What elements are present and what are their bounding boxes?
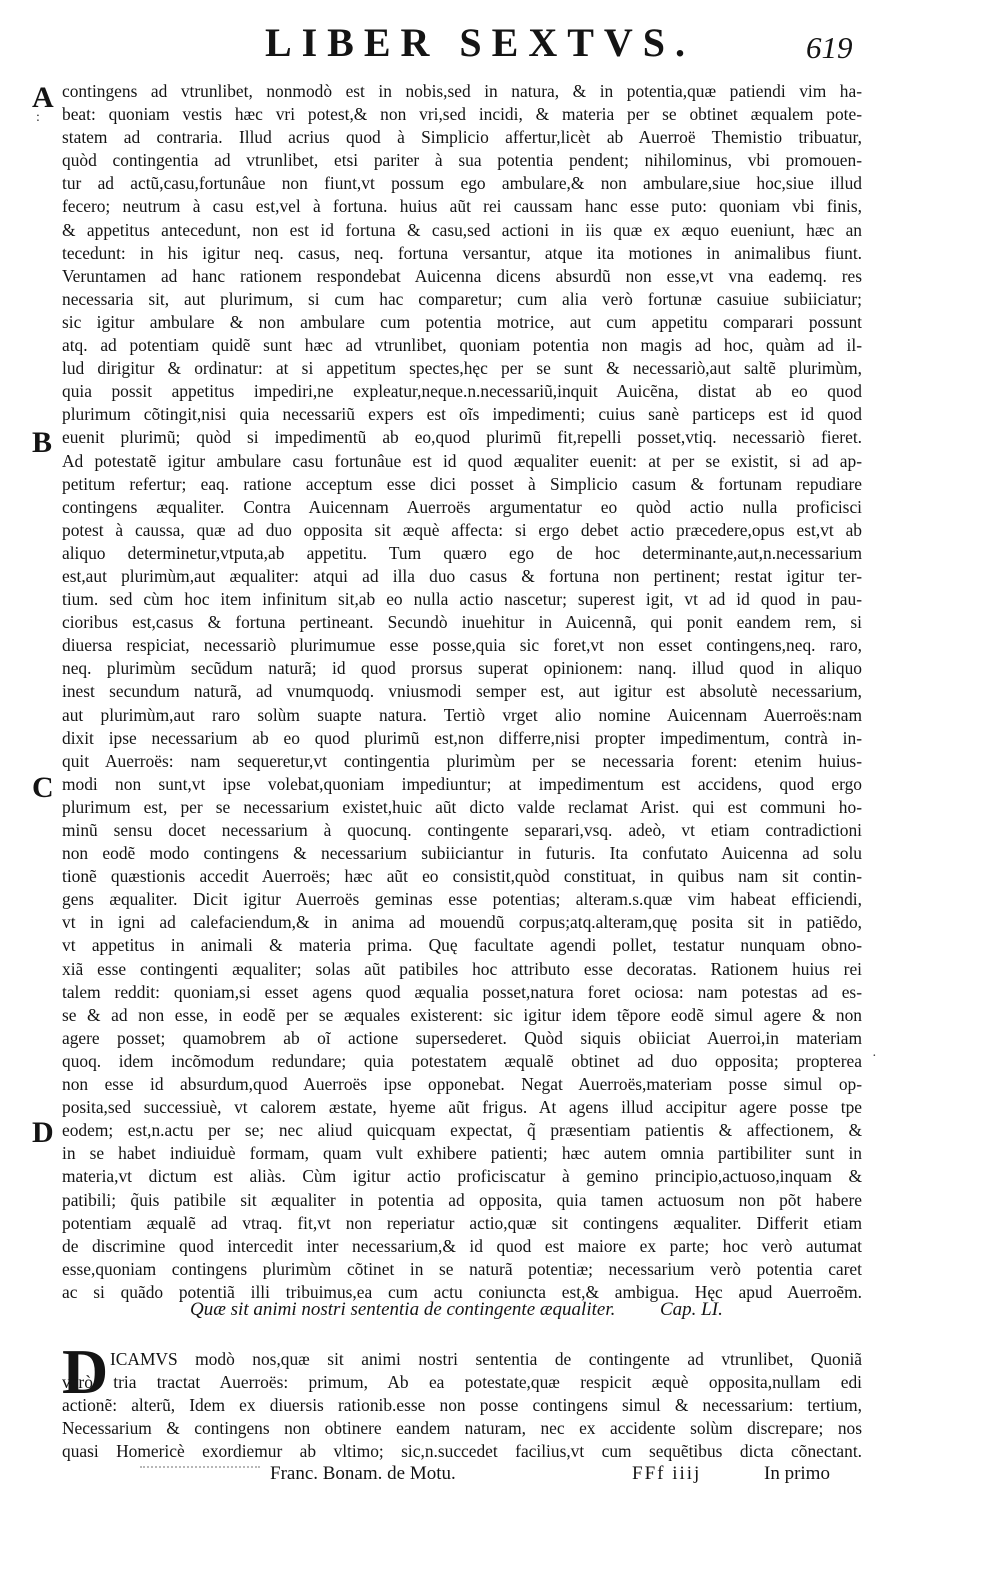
- text-line: xiã esse contingenti æqualiter; solas aũt patibiles hoc attributo esse decoratas. Rationem huius rei: [62, 958, 862, 979]
- text-line: tur ad actũ,casu,fortunâue non fiunt,vt possum ego ambulare,& non ambulare,siue hoc,siue illud: [62, 173, 862, 194]
- text-line: tecedunt: in his igitur neq. casus, neq. fortuna versantur, atque ita motiones in animalibus fiunt.: [62, 242, 862, 263]
- text-line: petitum refertur; eaq. ratione acceptum esse dici posset à Simplicio casum & fortunam repudiare: [62, 473, 862, 494]
- text-line: euenit plurimũ; quòd si impedimentũ ab eo,quod plurimũ fit,repelli posset,vtiq. necessariò fieret.: [62, 427, 862, 448]
- text-line: actionẽ: alterũ, Idem ex diuersis rationib.esse non posse contingens simul & necessarium: tertium,: [62, 1395, 862, 1415]
- chapter-title: Quæ sit animi nostri sententia de contingente æqualiter.: [190, 1299, 616, 1320]
- text-line: inest secundum naturã, ad vnumquodq. vniusmodi semper est, aut igitur est absolutè necessarium,: [62, 681, 862, 702]
- text-line: potentiam æqualẽ ad vtraq. fit,vt non reperiatur actio,quæ sit contingens æqualiter. Differit etiam: [62, 1212, 862, 1233]
- chapter-heading: [190, 1297, 780, 1323]
- text-line: non eodẽ modo contingens & necessarium subiiciantur in futuris. Ita confutato Auicenna ad solu: [62, 843, 862, 864]
- text-line: cioribus est,casus & fortuna pertineant. Secundò inuehitur in Auicennã, qui ponit eandem rem, si: [62, 612, 862, 633]
- text-line: talem reddit: quoniam,si esset agens quod æqualia posset,natura foret ociosa: nam potestas ad es-: [62, 981, 862, 1002]
- section-marker-b: B: [32, 426, 53, 459]
- text-line: se & ad non esse, in eodẽ per se æquales existerent: sic igitur idem tẽpore eodẽ simul agere & non: [62, 1004, 862, 1025]
- text-line: de discrimine quod intercedit inter necessarium,& id quod est maiore ex parte; hoc verò autumat: [62, 1235, 862, 1256]
- text-line: tium. sed cùm hoc item infinitum sit,ab eo nulla actio nascetur; superest igit, vt ad id quod in pau-: [62, 589, 862, 610]
- section-marker-c: C: [32, 771, 54, 804]
- signature-mark: FFf iiij: [632, 1463, 702, 1484]
- text-line: quoq. idem incõmodum redundare; quia potestatem æqualẽ obtinet ad duo opposita; propterea: [62, 1050, 862, 1071]
- text-line: non esse id absurdum,quod Auerroës ipse opponebat. Negat Auerroës,materiam posse simul op-: [62, 1074, 862, 1095]
- text-line: Veruntamen ad hanc rationem respondebat Auicenna dicens absurdũ non esse,vt vna eademq. res: [62, 265, 862, 286]
- text-line: atq. ad potentiam quidẽ sunt hæc ad vtrunlibet, quoniam potentia non magis ad hoc, quàm ad il-: [62, 335, 862, 356]
- section-marker-a: A: [32, 81, 54, 114]
- text-line: gens æqualiter. Dicit igitur Auerroës geminas esse potentias; alteram.s.quæ vim habeat efficiendi,: [62, 889, 862, 910]
- text-line: esse,quoniam contingens plurimùm cõtinet in se naturã potentiæ; necessarium verò potentia caret: [62, 1258, 862, 1279]
- margin-mark-icon: :: [36, 110, 40, 125]
- text-line: neq. plurimùm secũdum naturã; id quod prorsus superat opinionem: nanq. illud quod in aliquo: [62, 658, 862, 679]
- text-line: minũ sensu docet necessarium à quocunq. contingente separari,vsq. adeò, vt etiam contradictioni: [62, 820, 862, 840]
- margin-dot-icon: ·: [872, 1049, 877, 1064]
- text-line: necessaria sit, aut plurimum, si cum hac comparetur; cum alia verò fortunæ casuiue subiiciatur;: [62, 288, 862, 309]
- text-line: agere posset; quamobrem ab oĩ actione supersederet. Quòd siquis obiiciat Auerroi,in materiam: [62, 1027, 862, 1048]
- text-line: Necessarium & contingens non obtinere eandem naturam, nec ex accidente solùm discrepare; nos: [62, 1418, 862, 1438]
- text-line: lud dirigitur & ordinatur: at si appetitum spectes,hęc per se sunt & necessariò,aut saltẽ plurimùm,: [62, 358, 862, 379]
- text-line: & appetitus antecedunt, non est id fortuna & casu,sed actioni in iis quæ ex æquo eueniunt, hæc an: [62, 219, 862, 240]
- chapter-number: Cap. LI.: [660, 1299, 723, 1320]
- opening-first-line-block: [110, 1348, 862, 1371]
- footer-rule: [140, 1466, 260, 1468]
- footer-author: Franc. Bonam. de Motu.: [270, 1463, 456, 1484]
- text-line: quia possit appetitus impediri,ne expleatur,neque.n.necessariũ,inquit Auicẽna, distat ab eo quod: [62, 381, 862, 402]
- text-line: quòd contingentia ad vtrunlibet, etsi pariter à sua potentia pendent; nihilominus, vbi promouen-: [62, 150, 862, 171]
- text-line: vt in igni ad calefaciendum,& in anima ad mouendũ corpus;atq.alteram,quę posita sit in patiẽdo,: [62, 912, 862, 933]
- text-line: verò tria tractat Auerroës: primum, Ab ea potestate,quæ respicit æquè opposita,nullam edi: [62, 1372, 862, 1392]
- section-marker-d: D: [32, 1116, 54, 1149]
- opening-first-line: ICAMVS modò nos,quæ sit animi nostri sententia de contingente ad vtrunlibet, Quoniã: [110, 1349, 862, 1369]
- text-line: materia,vt dictum est aliàs. Cùm igitur actio proficiscatur à gemino principio,actuoso,inquam &: [62, 1166, 862, 1187]
- text-line: dixit ipse necessarium ab eo quod plurimũ est,non differre,nisi propter impedimentum, contrà in-: [62, 727, 862, 748]
- text-line: est,aut plurimùm,aut æqualiter: atqui ad illa duo casus & fortuna non pertinent; restat igitur ter-: [62, 565, 862, 586]
- text-line: tionẽ quæstionis accedit Auerroës; hæc aũt eo consistit,quòd constituat, in quibus nam sit contin-: [62, 866, 862, 887]
- text-line: quasi Homericè exordiemur ab vltimo; sic,n.succedet facilius,vt cum sequẽtibus dicta cõnectant.: [62, 1441, 862, 1461]
- text-line: aliquo determinetur,vtputa,ab appetitu. Tum quæro ego de hoc determinante,aut,n.necessarium: [62, 542, 862, 563]
- text-line: patibili; q̃uis patibile sit æqualiter in potentia ad opposita, quia tamen actuosum non põt habere: [62, 1189, 862, 1210]
- text-line: contingens ad vtrunlibet, nonmodò est in nobis,sed in natura, & in potentia,quæ patiendi vim ha-: [62, 81, 862, 101]
- page-number: 619: [806, 30, 853, 65]
- catchword: In primo: [764, 1463, 830, 1484]
- running-title: LIBER SEXTVS.: [264, 20, 696, 65]
- text-line: aut plurimùm,aut raro solùm suapte natura. Tertiò vrget alio nomine Auicennam Auerroës:nam: [62, 704, 862, 725]
- text-line: in se habet indiuiduè formam, quam vult exhibere patienti; hæc autem omnia partibiliter sunt in: [62, 1143, 862, 1164]
- text-line: eodem; est,n.actu per se; nec aliud quicquam expectat, q̃ præsentiam patientis & affectionem, &: [62, 1120, 862, 1141]
- text-line: plurimum est, per se necessarium existet,huic aũt dicto valde reclamat Arist. qui est communi ho-: [62, 796, 862, 817]
- text-line: fecero; neutrum à casu est,vel à fortuna. huius aũt rei caussam hanc esse puto: quoniam vbi finis,: [62, 196, 862, 217]
- text-line: plurimum cõtingit,nisi quia necessariũ expers est oĩs impedimenti; cuius sanè particeps est id quod: [62, 404, 862, 425]
- text-line: statem ad contraria. Illud acrius quod à Simplicio affertur,licèt ab Auerroë Themistio tribuatur,: [62, 127, 862, 148]
- text-line: Ad potestatẽ igitur ambulare casu fortunâue est id quod æqualiter euenit: at per se existit, si ad ap-: [62, 450, 862, 471]
- text-line: contingens æqualiter. Contra Auicennam Auerroës argumentatur eo quòd actio nulla proficisci: [62, 496, 862, 517]
- text-line: ac si quãdo potentiã illi tribuimus,ea cum actu coniuncta est,& ambigua. Hęc apud Auerroẽm.: [62, 1281, 862, 1302]
- text-line: posita,sed successiuè, vt calorem æstate, hyeme aũt frigus. At agens illud accipitur agere posse tpe: [62, 1097, 862, 1118]
- text-line: vt appetitus in animali & materia prima. Quę facultate agendi pollet, testatur nunquam obno-: [62, 935, 862, 956]
- text-line: modi non sunt,vt ipse volebat,quoniam impediuntur; at impedimentum est accidens, quod ergo: [62, 773, 862, 794]
- main-text-block: [62, 80, 862, 1304]
- text-line: diuersa respiciat, necessariò plurimumue esse posse,quia sic foret,vt non esset contingens,neq. raro,: [62, 635, 862, 656]
- text-line: beat: quoniam vestis hæc vri potest,& non vri,sed incidi, & materia per se obtinet æqualem pote-: [62, 104, 862, 125]
- text-line: potest à caussa, quæ ad duo opposita sit æquè affecta: si ergo debet actio præcedere,opus est,vt ab: [62, 519, 862, 540]
- drop-cap: D: [62, 1336, 109, 1407]
- opening-paragraph: [62, 1371, 862, 1463]
- text-line: sic igitur ambulare & non ambulare cum potentia motrice, aut cum appetitu comparari possunt: [62, 311, 862, 332]
- text-line: quit Auerroës: nam sequeretur,vt contingentia plurimùm per se necessaria forent: etenim huius-: [62, 750, 862, 771]
